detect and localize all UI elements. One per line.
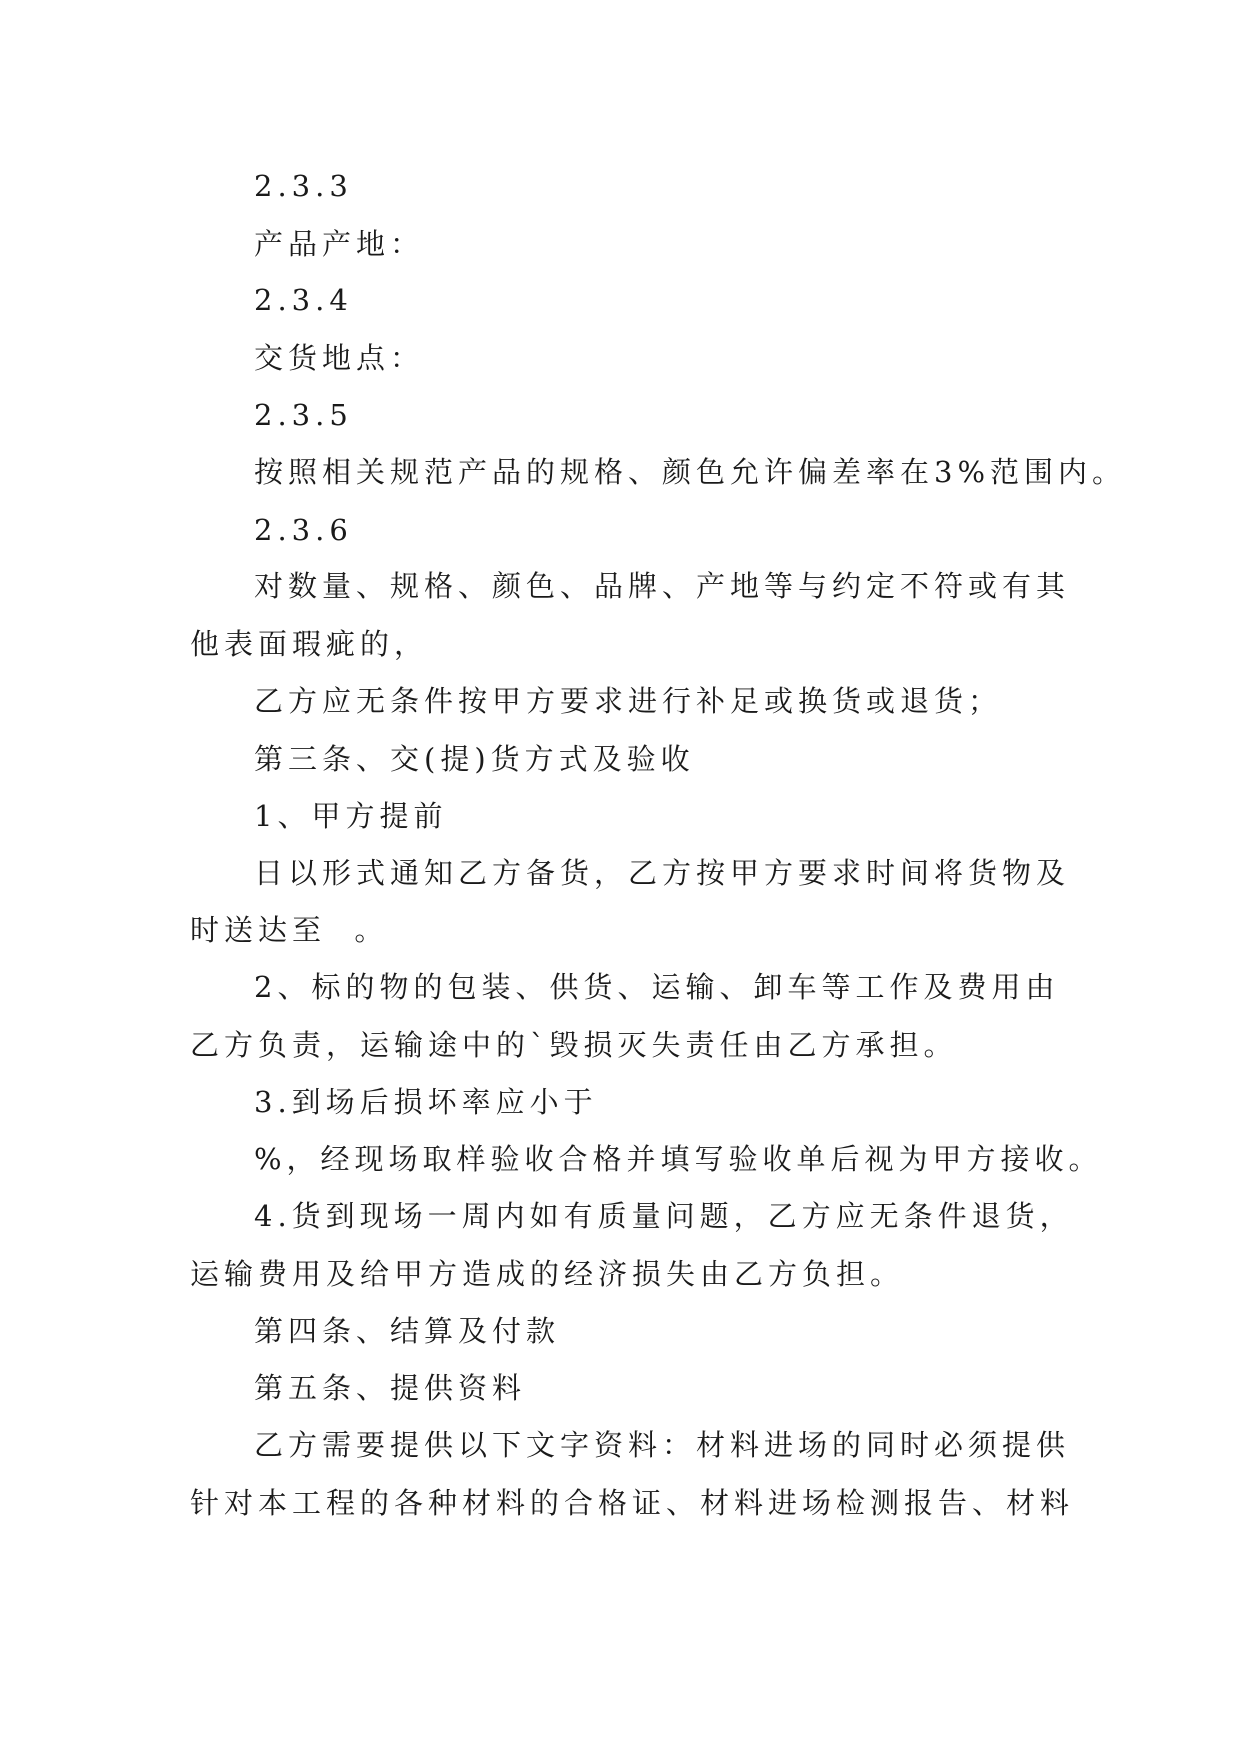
paragraph: 按照相关规范产品的规格、颜色允许偏差率在3%范围内。 xyxy=(254,455,1127,489)
section-heading: 第三条、交(提)货方式及验收 xyxy=(254,742,695,776)
paragraph-continuation: 时送达至 。 xyxy=(190,913,389,947)
clause-number: 2.3.3 xyxy=(254,169,353,203)
section-heading: 第五条、提供资料 xyxy=(254,1371,527,1405)
clause-number: 2.3.6 xyxy=(254,513,353,547)
paragraph-continuation: 运输费用及给甲方造成的经济损失由乙方负担。 xyxy=(190,1257,905,1291)
clause-number: 2.3.5 xyxy=(254,398,353,432)
paragraph: 2、标的物的包装、供货、运输、卸车等工作及费用由 xyxy=(254,970,1060,1004)
section-heading: 第四条、结算及付款 xyxy=(254,1314,561,1348)
paragraph: 4.货到现场一周内如有质量问题，乙方应无条件退货， xyxy=(254,1199,1074,1233)
paragraph-continuation: 针对本工程的各种材料的合格证、材料进场检测报告、材料 xyxy=(190,1486,1075,1520)
paragraph: 乙方应无条件按甲方要求进行补足或换货或退货； xyxy=(254,684,1003,718)
paragraph: 3.到场后损坏率应小于 xyxy=(254,1085,598,1119)
paragraph: 交货地点： xyxy=(254,341,425,375)
paragraph: %，经现场取样验收合格并填写验收单后视为甲方接收。 xyxy=(254,1142,1103,1176)
paragraph: 对数量、规格、颜色、品牌、产地等与约定不符或有其 xyxy=(254,569,1071,603)
paragraph-continuation: 他表面瑕疵的， xyxy=(190,627,429,661)
paragraph-continuation: 乙方负责，运输途中的`毁损灭失责任由乙方承担。 xyxy=(190,1028,958,1062)
clause-number: 2.3.4 xyxy=(254,283,353,317)
paragraph: 乙方需要提供以下文字资料：材料进场的同时必须提供 xyxy=(254,1428,1071,1462)
paragraph: 1、甲方提前 xyxy=(254,799,448,833)
paragraph: 产品产地： xyxy=(254,227,425,261)
paragraph: 日以形式通知乙方备货，乙方按甲方要求时间将货物及 xyxy=(254,856,1071,890)
